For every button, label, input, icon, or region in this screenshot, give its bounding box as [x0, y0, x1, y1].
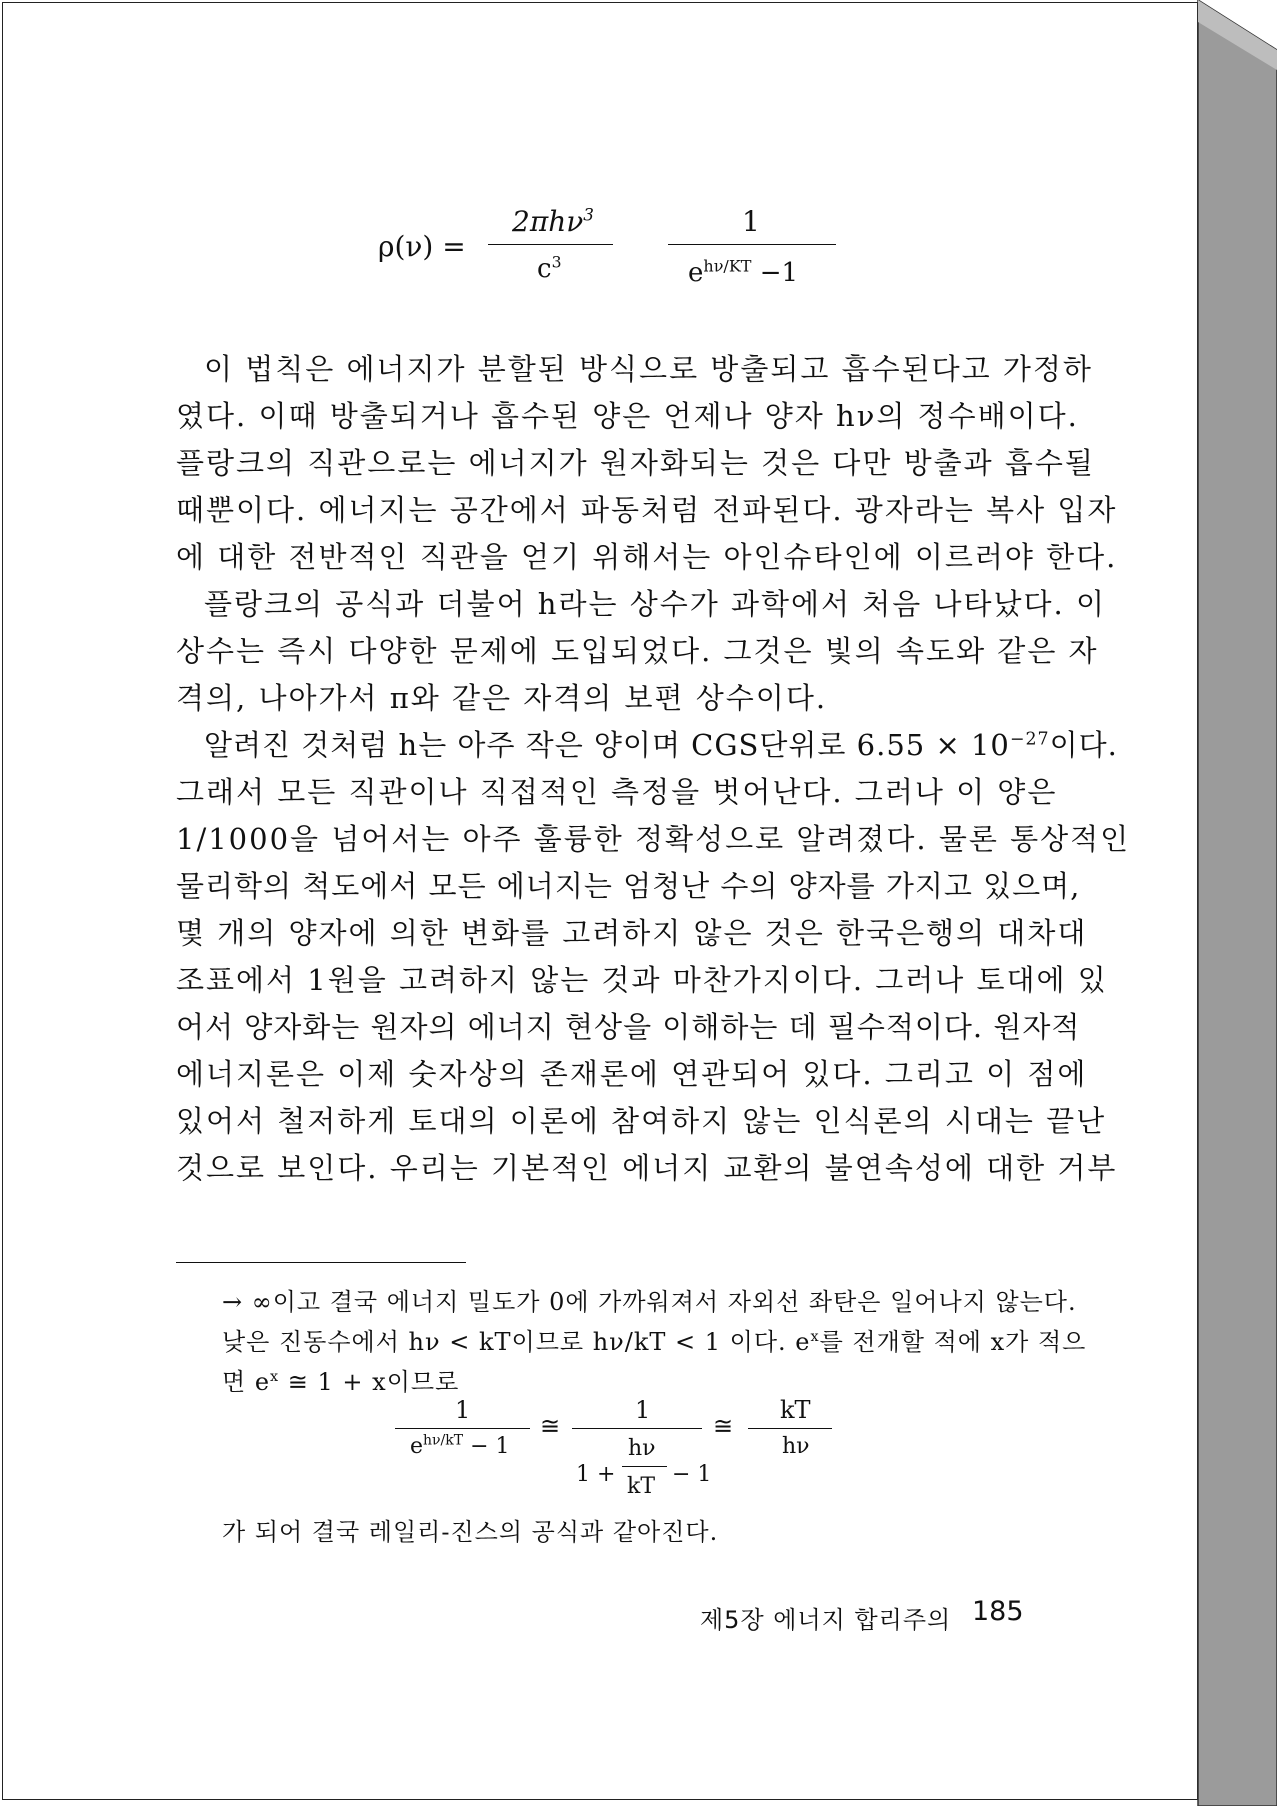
text-line: 였다. 이때 방출되거나 흡수된 양은 언제나 양자 hν의 정수배이다.	[176, 399, 1079, 433]
book-spine	[1198, 0, 1277, 1806]
fn-fraction-2-den-tail: − 1	[672, 1462, 712, 1487]
footnote-line: → ∞이고 결국 에너지 밀도가 0에 가까워져서 자외선 좌탄은 일어나지 않는다.	[222, 1288, 1077, 1316]
text-line: 조표에서 1원을 고려하지 않는 것과 마찬가지이다. 그러나 토대에 있	[176, 963, 1108, 997]
fn-fraction-2-num: 1	[635, 1396, 651, 1424]
approx-symbol: ≅	[713, 1412, 734, 1440]
text-line: 어서 양자화는 원자의 에너지 현상을 이해하는 데 필수적이다. 원자적	[176, 1010, 1081, 1044]
footnote-line: 가 되어 결국 레일리-진스의 공식과 같아진다.	[222, 1518, 719, 1546]
fn-inner-bar	[622, 1466, 667, 1467]
formula-numerator-2: 1	[742, 205, 760, 238]
body-text	[176, 346, 1131, 1192]
fn-fraction-1-num: 1	[455, 1396, 471, 1424]
fraction-bar-2	[668, 244, 836, 245]
formula-denominator-2: $e^{h\nu/KT} -1$	[688, 256, 799, 288]
formula-denominator-1: $c^3$	[537, 253, 562, 284]
fn-fraction-bar-1	[395, 1428, 530, 1429]
formula-numerator-1: 2πhν$^3$	[512, 204, 594, 238]
text-line: 상수는 즉시 다양한 문제에 도입되었다. 그것은 빛의 속도와 같은 자	[176, 634, 1099, 668]
text-line: 몇 개의 양자에 의한 변화를 고려하지 않은 것은 한국은행의 대차대	[176, 916, 1088, 950]
text-line: 알려진 것처럼 h는 아주 작은 양이며 CGS단위로 $6.55 \times 10^{-27}$이다.	[204, 728, 1118, 762]
text-line: 에 대한 전반적인 직관을 얻기 위해서는 아인슈타인에 이르러야 한다.	[176, 540, 1118, 574]
text-line: 그래서 모든 직관이나 직접적인 측정을 벗어난다. 그러나 이 양은	[176, 775, 1058, 809]
fraction-bar-1	[488, 244, 613, 245]
text-line: 1/1000을 넘어서는 아주 훌륭한 정확성으로 알려졌다. 물론 통상적인	[176, 822, 1131, 856]
text-line: 때뿐이다. 에너지는 공간에서 파동처럼 전파된다. 광자라는 복사 입자	[176, 493, 1118, 527]
text-line: 있어서 철저하게 토대의 이론에 참여하지 않는 인식론의 시대는 끝난	[176, 1104, 1107, 1138]
fn-fraction-3-num: kT	[780, 1396, 811, 1424]
text-line: 플랑크의 직관으로는 에너지가 원자화되는 것은 다만 방출과 흡수될	[176, 446, 1095, 480]
fn-fraction-3-den: hν	[782, 1434, 810, 1459]
running-head: 제5장 에너지 합리주의	[700, 1606, 952, 1634]
fn-fraction-bar-2	[572, 1428, 702, 1429]
text-line: 격의, 나아가서 π와 같은 자격의 보편 상수이다.	[176, 681, 828, 715]
text-line: 에너지론은 이제 숫자상의 존재론에 연관되어 있다. 그리고 이 점에	[176, 1057, 1088, 1091]
fn-fraction-bar-3	[748, 1428, 832, 1429]
fn-inner-num: hν	[628, 1436, 656, 1461]
footnote-rule	[176, 1262, 466, 1263]
footnote-line: 낮은 진동수에서 hν < kT이므로 hν/kT < 1 이다. $e^x$를 전개할 적에 x가 적으	[222, 1328, 1087, 1356]
page-number: 185	[972, 1596, 1024, 1627]
fn-fraction-1-den: $e^{h\nu/kT} - 1$	[410, 1432, 510, 1459]
fn-inner-den: kT	[627, 1474, 656, 1499]
text-line: 이 법칙은 에너지가 분할된 방식으로 방출되고 흡수된다고 가정하	[204, 352, 1093, 386]
text-line: 것으로 보인다. 우리는 기본적인 에너지 교환의 불연속성에 대한 거부	[176, 1151, 1118, 1185]
text-line: 플랑크의 공식과 더불어 h라는 상수가 과학에서 처음 나타났다. 이	[204, 587, 1107, 621]
fn-fraction-2-den-head: 1 +	[576, 1462, 616, 1487]
formula-lhs: ρ(ν) =	[378, 230, 466, 263]
text-line: 물리학의 척도에서 모든 에너지는 엄청난 수의 양자를 가지고 있으며,	[176, 869, 1081, 903]
approx-symbol: ≅	[540, 1412, 561, 1440]
footnote-line: 면 $e^x$ ≅ 1 + x이므로	[222, 1368, 460, 1396]
